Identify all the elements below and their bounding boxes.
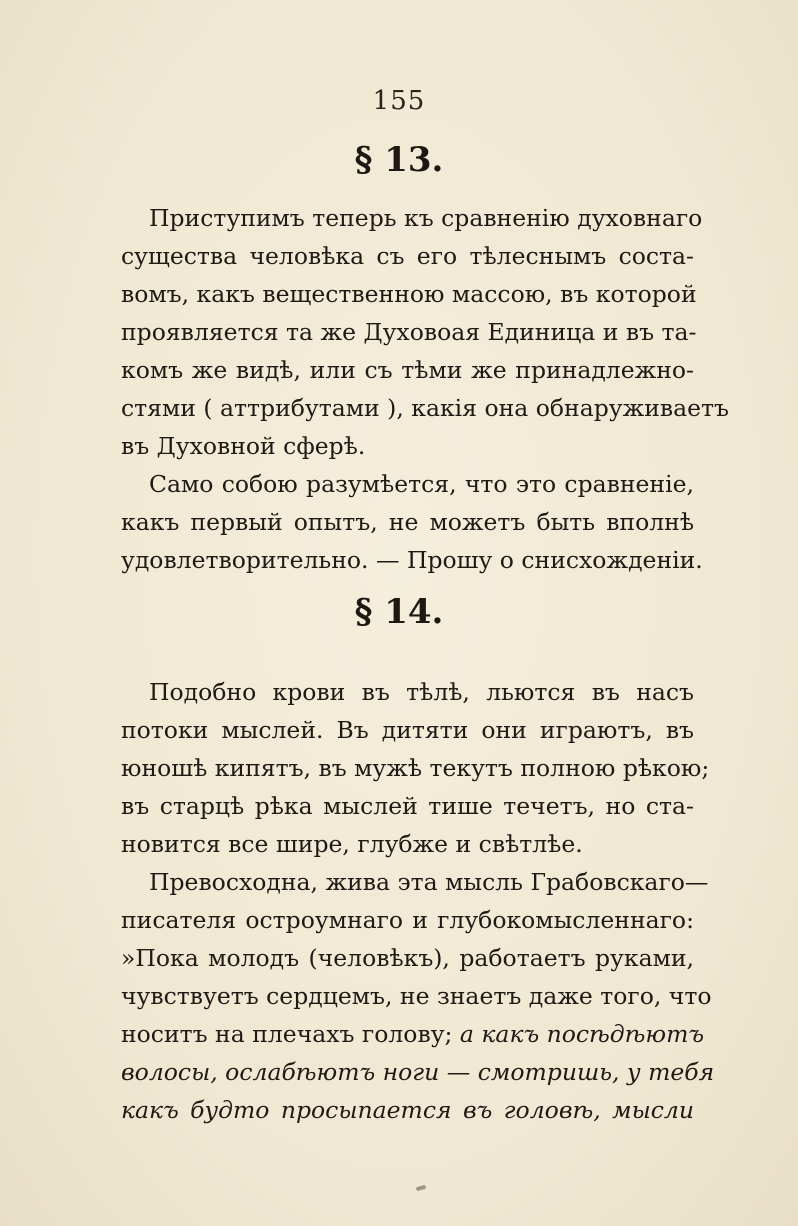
italic-span: а какъ посѣдѣютъ (459, 1020, 705, 1048)
text-line: какъ первый опытъ, не можетъ быть вполнѣ (121, 508, 694, 536)
text-line: Превосходна, жива эта мысль Грабовскаго— (149, 868, 709, 896)
text-line (121, 1014, 705, 1054)
text-line: юношѣ кипятъ, въ мужѣ текутъ полною рѣкою; (121, 754, 710, 782)
text-line: Приступимъ теперь къ сравненію духовнаго (149, 204, 703, 232)
text-line: новится все шире, глубже и свѣтлѣе. (121, 830, 583, 858)
section-heading-14: § 14. (354, 592, 444, 632)
text-line: въ старцѣ рѣка мыслей тише течетъ, но ста- (121, 792, 694, 820)
text-line: существа человѣка съ его тѣлеснымъ соста- (121, 242, 694, 270)
text-line: писателя остроумнаго и глубокомысленнаго: (121, 906, 694, 934)
text-line: потоки мыслей. Въ дитяти они играютъ, въ (121, 716, 694, 744)
text-line: Подобно крови въ тѣлѣ, льются въ насъ (149, 678, 694, 706)
text-line: въ Духовной сферѣ. (121, 432, 366, 460)
text-line: »Пока молодъ (человѣкъ), работаетъ руками, (121, 944, 694, 972)
text-line-italic: волосы, ослабѣютъ ноги — смотришь, у тебя (121, 1058, 715, 1086)
text-line: Само собою разумѣется, что это сравненіе, (149, 470, 694, 498)
ink-mark (416, 1185, 427, 1191)
page-number: 155 (372, 86, 426, 116)
text-span: носитъ на плечахъ голову; (121, 1020, 453, 1048)
text-line: удовлетворительно. — Прошу о снисхожденіи. (121, 546, 703, 574)
text-line: проявляется та же Духовоая Единица и въ та- (121, 318, 697, 346)
text-line: вомъ, какъ вещественною массою, въ которой (121, 280, 697, 308)
text-line-italic: какъ будто просыпается въ головѣ, мысли (121, 1096, 694, 1124)
section-heading-13: § 13. (354, 140, 444, 180)
text-line: комъ же видѣ, или съ тѣми же принадлежно- (121, 356, 694, 384)
text-line: стями ( аттрибутами ), какія она обнаруживаетъ (121, 394, 729, 422)
text-line: чувствуетъ сердцемъ, не знаетъ даже того, что (121, 982, 712, 1010)
